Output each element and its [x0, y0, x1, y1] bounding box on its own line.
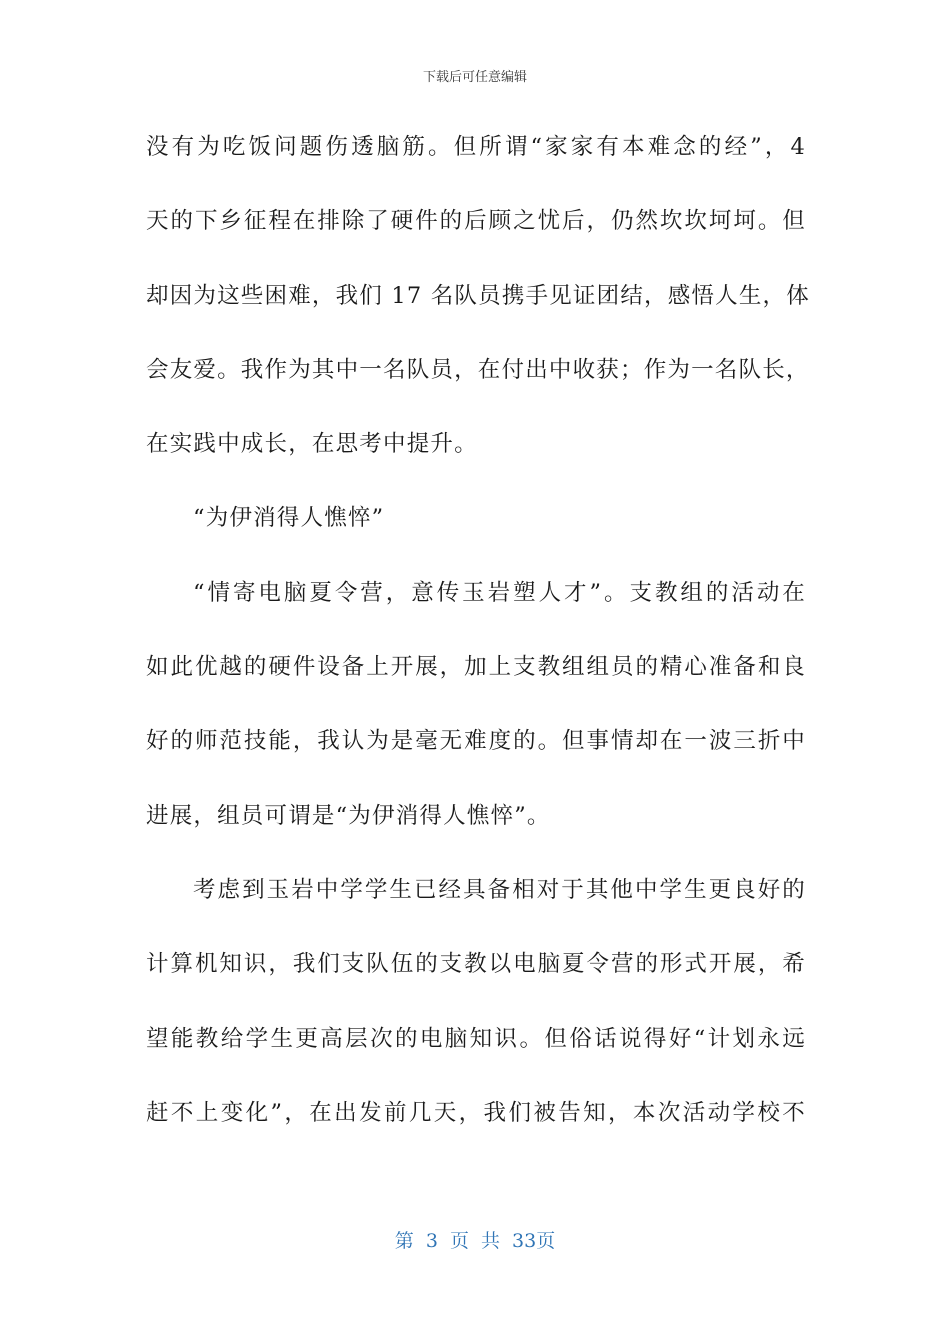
text-line: 望能教给学生更高层次的电脑知识。但俗话说得好“计划永远	[146, 1025, 806, 1052]
header-note: 下载后可任意编辑	[422, 70, 527, 85]
section-subheading: “为伊消得人憔悴”	[193, 505, 385, 532]
page-number-footer: 第 3 页 共 33页	[394, 1230, 556, 1252]
text-line: 在实践中成长，在思考中提升。	[146, 431, 478, 458]
text-line: 天的下乡征程在排除了硬件的后顾之忧后，仍然坎坎坷坷。但	[146, 208, 806, 235]
text-line: 没有为吃饭问题伤透脑筋。但所谓“家家有本难念的经”，4	[146, 134, 806, 160]
text-line: 却因为这些困难，我们 17 名队员携手见证团结，感悟人生，体	[146, 282, 810, 309]
text-line: 计算机知识，我们支队伍的支教以电脑夏令营的形式开展，希	[146, 951, 806, 978]
text-line: 好的师范技能，我认为是毫无难度的。但事情却在一波三折中	[146, 728, 806, 755]
text-line: 赶不上变化”，在出发前几天，我们被告知，本次活动学校不	[146, 1099, 806, 1126]
text-line: 会友爱。我作为其中一名队员，在付出中收获；作为一名队长，	[146, 356, 810, 383]
text-line: 考虑到玉岩中学学生已经具备相对于其他中学生更良好的	[193, 876, 806, 903]
text-line: 进展，组员可谓是“为伊消得人憔悴”。	[146, 802, 551, 829]
text-line: “情寄电脑夏令营，意传玉岩塑人才”。支教组的活动在	[193, 579, 806, 606]
document-body	[146, 127, 810, 1167]
text-line: 如此优越的硬件设备上开展，加上支教组组员的精心准备和良	[146, 654, 806, 681]
